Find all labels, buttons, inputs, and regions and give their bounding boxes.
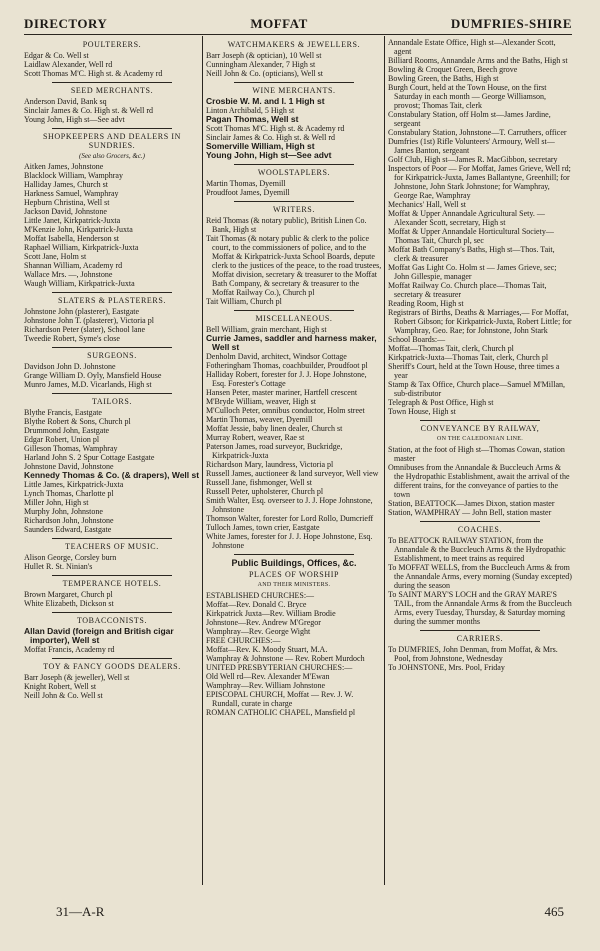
directory-entry: Young John, High st—See advt [206,150,332,160]
directory-entry: Moffat & Upper Annandale Horticultural Society—Thomas Tait, Church pl, sec [388,227,554,245]
directory-entry: Blacklock William, Wamphray [24,171,123,180]
directory-entry: To JOHNSTONE, Mrs. Pool, Friday [388,663,505,672]
directory-entry: M'Bryde William, weaver, High st [206,397,316,406]
directory-entry: Johnstone John T. (plasterer), Victoria pl [24,316,154,325]
directory-entry: Jackson David, Johnstone [24,207,107,216]
column-divider [202,36,203,885]
directory-entry: Moffat Isabella, Henderson st [24,234,119,243]
directory-entry: Mechanics' Hall, Well st [388,200,466,209]
section-rule [52,393,172,394]
directory-entry: Allan David (foreign and British cigar importer), Well st [24,626,174,645]
section-title: CARRIERS. [456,634,504,643]
directory-entry: To SAINT MARY'S LOCH and the GRAY MARE'S TAIL, from the Annandale Arms & from the Buccleuch Arms, every Tuesday, Thursday, & Saturday morning during the summer months [388,590,572,626]
directory-entry: Moffat—Rev. Donald C. Bryce [206,600,307,609]
section-rule [52,658,172,659]
directory-entry: Wamphray—Rev. William Johnstone [206,681,326,690]
directory-entry: Wamphray & Johnstone — Rev. Robert Murdoch [206,654,365,663]
header-right: DUMFRIES-SHIRE [450,16,572,31]
directory-entry: Hullet R. St. Ninian's [24,562,93,571]
directory-entry: Little Janet, Kirkpatrick-Juxta [24,216,121,225]
directory-entry: Tait William, Church pl [206,297,282,306]
directory-entry: Scott Thomas M'C. High st. & Academy rd [206,124,345,133]
directory-entry: To DUMFRIES, John Denman, from Moffat, & Mrs. Pool, from Johnstone, Wednesday [388,645,558,663]
section-title: MISCELLANEOUS. [255,314,333,323]
directory-section [206,201,382,306]
directory-entry: Tait Thomas (& notary public & clerk to the police court, to the commissioners of police, and to the Moffat & Kirkpatrick-Juxta School Boards, depute clerk to the justices of the peace, to the road trustees, Moffat division, secretary & treasurer to the Moffat Bath Company, & secretary & treasurer to the Moffat Railway Co.), Church pl [206,234,382,297]
directory-entry: Tweedie Robert, Syme's close [24,334,120,343]
directory-entry: Crosbie W. M. and I. 1 High st [206,96,325,106]
directory-entry: Scott Jane, Holm st [24,252,87,261]
directory-entry: Waugh William, Kirkpatrick-Juxta [24,279,135,288]
directory-entry: Thomson Walter, forester for Lord Rollo, Dumcrieff [206,514,374,523]
directory-entry: Bowling & Croquet Green, Beech grove [388,65,518,74]
section-rule [52,575,172,576]
directory-section [24,40,200,78]
directory-entry: FREE CHURCHES:— [206,636,281,645]
section-title: COACHES. [457,525,503,534]
directory-entry: Station, at the foot of High st—Thomas Cowan, station master [388,445,565,463]
directory-entry: Neill John & Co. (opticians), Well st [206,69,323,78]
section-rule [52,82,172,83]
section-title: PLACES OF WORSHIP [248,570,340,579]
directory-entry: Harkness Samuel, Wamphray [24,189,119,198]
directory-entry: Kirkpatrick Juxta—Rev. William Brodie [206,609,336,618]
directory-entry: Linton Archibald, 5 High st [206,106,295,115]
directory-entry: Currie James, saddler and harness maker, Well st [206,333,377,352]
section-title: POULTERERS. [82,40,142,49]
directory-entry: ROMAN CATHOLIC CHAPEL, Mansfield pl [206,708,356,717]
directory-entry: Martin Thomas, weaver, Dyemill [206,415,313,424]
header-center: MOFFAT [250,16,308,31]
directory-section [206,40,382,78]
directory-entry: Town House, High st [388,407,456,416]
directory-entry: Constabulary Station, off Holm st—James Jardine, sergeant [388,110,551,128]
directory-entry: M'Kenzie John, Kirkpatrick-Juxta [24,225,133,234]
directory-entry: Barr Joseph (& jeweller), Well st [24,673,130,682]
section-subtitle: (See also Grocers, &c.) [78,152,146,160]
directory-entry: Kirkpatrick-Juxta—Thomas Tait, clerk, Church pl [388,353,549,362]
directory-entry: Annandale Estate Office, High st—Alexander Scott, agent [388,38,556,56]
directory-section [388,630,572,672]
directory-entry: Wallace Mrs. —, Johnstone [24,270,113,279]
directory-entry: M'Culloch Peter, omnibus conductor, Holm street [206,406,365,415]
directory-entry: Halliday Robert, forester for J. J. Hope Johnstone, Esq. Forester's Cottage [206,370,367,388]
section-title: SEED MERCHANTS. [70,86,154,95]
section-rule [234,554,354,555]
directory-entry: Johnstone David, Johnstone [24,462,114,471]
directory-entry: Miller John, High st [24,498,89,507]
directory-entry: Blythe Robert & Sons, Church pl [24,417,131,426]
directory-entry: Raphael William, Kirkpatrick-Juxta [24,243,139,252]
directory-entry: Moffat Jessie, baby linen dealer, Church st [206,424,343,433]
directory-entry: Burgh Court, held at the Town House, on the first Saturday in each month — George Williamson, provost; Thomas Tait, clerk [388,83,547,110]
section-title: WATCHMAKERS & JEWELLERS. [227,40,361,49]
directory-entry: UNITED PRESBYTERIAN CHURCHES:— [206,663,353,672]
section-rule [420,420,540,421]
directory-entry: ESTABLISHED CHURCHES:— [206,591,315,600]
directory-entry: Richardson Peter (slater), School lane [24,325,146,334]
directory-entry: Munro James, M.D. Vicarlands, High st [24,380,152,389]
section-subtitle: ON THE CALEDONIAN LINE. [436,436,524,442]
directory-entry: Smith Walter, Esq. overseer to J. J. Hope Johnstone, Johnstone [206,496,373,514]
directory-entry: Russell James, auctioneer & land surveyor, Well view [206,469,379,478]
section-rule [52,347,172,348]
directory-entry: Richardson Mary, laundress, Victoria pl [206,460,334,469]
section-title: SHOPKEEPERS AND DEALERS IN SUNDRIES. [42,132,182,150]
column-1 [24,38,200,885]
section-title: SLATERS & PLASTERERS. [58,296,166,305]
directory-section [388,420,572,517]
directory-entry: Lynch Thomas, Charlotte pl [24,489,114,498]
directory-entry: Halliday James, Church st [24,180,108,189]
directory-entry: To MOFFAT WELLS, from the Buccleuch Arms & from the Annandale Arms, every morning (Sunday excepted) during the season [388,563,572,590]
directory-entry: Wamphray—Rev. George Wight [206,627,311,636]
directory-entry: Neill John & Co. Well st [24,691,103,700]
column-2 [206,38,382,885]
directory-entry: Denholm David, architect, Windsor Cottage [206,352,347,361]
directory-entry: Davidson John D. Johnstone [24,362,116,371]
directory-entry: Reading Room, High st [388,299,464,308]
directory-section [206,310,382,550]
section-rule [52,538,172,539]
directory-section [24,538,200,571]
directory-entry: Murphy John, Johnstone [24,507,103,516]
directory-section [206,164,382,197]
section-rule [234,164,354,165]
directory-entry: Somerville William, High st [206,141,315,151]
directory-entry: Laidlaw Alexander, Well rd [24,60,113,69]
column-divider [384,36,385,885]
section-title: CONVEYANCE BY RAILWAY, [420,424,540,433]
directory-entry: White Elizabeth, Dickson st [24,599,114,608]
directory-section [24,393,200,534]
directory-entry: Constabulary Station, Johnstone—T. Carruthers, officer [388,128,567,137]
directory-entry: Shannan William, Academy rd [24,261,123,270]
directory-entry: Sheriff's Court, held at the Town House, three times a year [388,362,560,380]
directory-entry: Registrars of Births, Deaths & Marriages,— For Moffat, Robert Gibson; for Kirkpatrick-Juxta, Robert Little; for Wamphray, Geo. Rae; for Johnstone, John Stark [388,308,572,335]
directory-entry: Alison George, Corsley burn [24,553,117,562]
page-footer [56,904,564,920]
directory-entry: Old Well rd—Rev. Alexander M'Ewan [206,672,330,681]
section-subtitle: AND THEIR MINISTERS. [257,582,331,588]
directory-entry: Harland John S. 2 Spur Cottage Eastgate [24,453,155,462]
directory-entry: Sinclair James & Co. High st. & Well rd [24,106,153,115]
header-rule [24,34,572,35]
directory-entry: Scott Thomas M'C. High st. & Academy rd [24,69,163,78]
directory-entry: Hansen Peter, master mariner, Hartfell crescent [206,388,358,397]
directory-entry: Moffat Railway Co. Church place—Thomas Tait, secretary & treasurer [388,281,547,299]
directory-entry: Moffat Francis, Academy rd [24,645,115,654]
directory-section [24,575,200,608]
directory-entry: Hepburn Christina, Well st [24,198,110,207]
directory-entry: Billiard Rooms, Annandale Arms and the Baths, High st [388,56,568,65]
section-rule [234,201,354,202]
directory-entry: Sinclair James & Co. High st. & Well rd [206,133,335,142]
directory-section [388,38,572,416]
directory-entry: White James, forester for J. J. Hope Johnstone, Esq. Johnstone [206,532,373,550]
directory-entry: Aitken James, Johnstone [24,162,104,171]
directory-entry: Proudfoot James, Dyemill [206,188,290,197]
directory-entry: Knight Robert, Well st [24,682,97,691]
section-rule [52,128,172,129]
directory-entry: Kennedy Thomas & Co. (& drapers), Well st [24,470,200,480]
section-title: WOOLSTAPLERS. [257,168,331,177]
directory-entry: Moffat & Upper Annandale Agricultural Sety. —Alexander Scott, secretary, High st [388,209,545,227]
directory-section [24,658,200,700]
directory-entry: Gilleson Thomas, Wamphray [24,444,118,453]
section-title: TEMPERANCE HOTELS. [62,579,162,588]
directory-entry: Cunningham Alexander, 7 High st [206,60,316,69]
directory-entry: Moffat—Rev. K. Moody Stuart, M.A. [206,645,328,654]
directory-entry: Telegraph & Post Office, High st [388,398,494,407]
directory-entry: Martin Thomas, Dyemill [206,179,286,188]
directory-entry: Grange William D. Oyly, Mansfield House [24,371,162,380]
directory-entry: Dumfries (1st) Rifle Volunteers' Armoury, Well st—James Banton, sergeant [388,137,555,155]
directory-entry: Blythe Francis, Eastgate [24,408,102,417]
directory-entry: Little James, Kirkpatrick-Juxta [24,480,124,489]
directory-entry: Moffat—Thomas Tait, clerk, Church pl [388,344,514,353]
header-left: DIRECTORY [24,16,108,31]
directory-entry: Moffat Bath Company's Baths, High st—Thos. Tait, clerk & treasurer [388,245,555,263]
page-number: 465 [544,904,564,919]
directory-entry: Omnibuses from the Annandale & Buccleuch Arms & the Hydropathic Establishment, await the arrival of the different trains, for the conveyance of parties to the town [388,463,570,499]
directory-section [206,82,382,160]
directory-section [24,82,200,124]
directory-entry: Richardson John, Johnstone [24,516,114,525]
directory-entry: School Boards:— [388,335,446,344]
section-title: TOY & FANCY GOODS DEALERS. [43,662,181,671]
directory-section [206,554,382,717]
signature-mark: 31—A-R [56,904,105,919]
directory-entry: Bowling Green, the Baths, High st [388,74,499,83]
directory-entry: Anderson David, Bank sq [24,97,107,106]
directory-entry: Russell Jane, fishmonger, Well st [206,478,312,487]
directory-section [388,521,572,626]
directory-entry: Johnstone John (plasterer), Eastgate [24,307,140,316]
section-rule [234,310,354,311]
directory-entry: Young John, High st—See advt [24,115,125,124]
page-header [24,8,572,32]
section-title: WRITERS. [273,205,315,214]
directory-entry: Fotheringham Thomas, coachbuilder, Proudfoot pl [206,361,368,370]
section-rule [234,82,354,83]
directory-entry: Edgar Robert, Union pl [24,435,100,444]
section-title: TEACHERS OF MUSIC. [65,542,159,551]
directory-entry: Murray Robert, weaver, Rae st [206,433,305,442]
section-rule [52,292,172,293]
section-rule [52,612,172,613]
section-rule [420,630,540,631]
directory-entry: Barr Joseph (& optician), 10 Well st [206,51,322,60]
directory-entry: Paterson James, road surveyor, Buckridge, Kirkpatrick-Juxta [206,442,343,460]
directory-section [24,612,200,654]
section-heading: Public Buildings, Offices, &c. [231,558,357,568]
directory-entry: Reid Thomas (& notary public), British Linen Co. Bank, High st [206,216,367,234]
section-title: TOBACCONISTS. [76,616,148,625]
directory-entry: Moffat Gas Light Co. Holm st — James Grieve, sec; John Gillespie, manager [388,263,557,281]
directory-entry: EPISCOPAL CHURCH, Moffat — Rev. J. W. Rundall, curate in charge [206,690,354,708]
directory-entry: Pagan Thomas, Well st [206,114,299,124]
directory-entry: Drummond John, Eastgate [24,426,110,435]
directory-entry: Edgar & Co. Well st [24,51,89,60]
section-title: WINE MERCHANTS. [252,86,336,95]
directory-entry: Tulloch James, town crier, Eastgate [206,523,320,532]
directory-section [24,347,200,389]
directory-entry: Station, WAMPHRAY — John Bell, station master [388,508,552,517]
directory-entry: Saunders Edward, Eastgate [24,525,112,534]
column-3 [388,38,572,885]
directory-entry: Stamp & Tax Office, Church place—Samuel M'Millan, sub-distributor [388,380,565,398]
directory-entry: To BEATTOCK RAILWAY STATION, from the Annandale & the Buccleuch Arms & the Hydropathic Establishment, to meet trains as required [388,536,566,563]
section-rule [420,521,540,522]
directory-entry: Bell William, grain merchant, High st [206,325,327,334]
directory-entry: Brown Margaret, Church pl [24,590,113,599]
directory-section [24,292,200,343]
section-title: TAILORS. [92,397,132,406]
directory-entry: Inspectors of Poor — For Moffat, James Grieve, Well rd; for Kirkpatrick-Juxta, James Ballantyne, Greenhill; for Johnstone, John Stark Johnstone; for Wamphray, George Rae, Wamphray [388,164,571,200]
directory-entry: Station, BEATTOCK—James Dixon, station master [388,499,555,508]
directory-section [24,128,200,288]
directory-entry: Russell Peter, upholsterer, Church pl [206,487,324,496]
section-title: SURGEONS. [87,351,137,360]
directory-entry: Golf Club, High st—James R. MacGibbon, secretary [388,155,558,164]
directory-entry: Johnstone—Rev. Andrew M'Gregor [206,618,321,627]
